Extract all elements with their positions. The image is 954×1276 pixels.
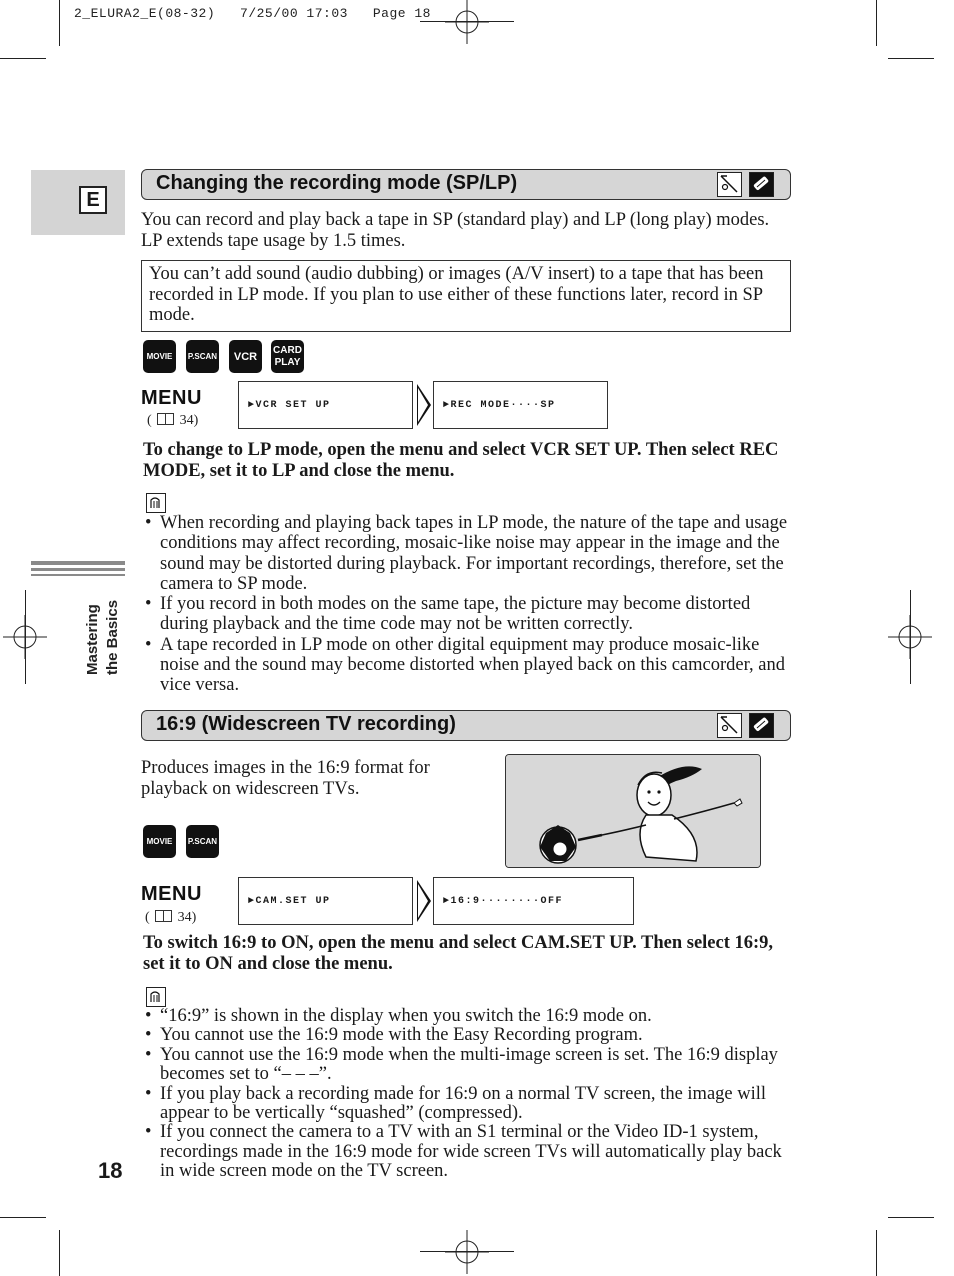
section-title: Changing the recording mode (SP/LP) [156,172,518,194]
registration-mark-icon [888,615,932,659]
section1-instruction: To change to LP mode, open the menu and select VCR SET UP. Then select REC MODE, set it to LP and close the menu. [143,440,779,481]
program-mode-row [143,340,313,374]
print-header: 2_ELURA2_E(08-32) 7/25/00 17:03 Page 18 [74,6,431,21]
crop-mark [0,58,46,59]
section1-notes [143,513,791,696]
language-tab-letter: E [79,186,107,214]
section2-notes [143,1007,791,1182]
arrow-right-icon [417,384,431,426]
menu-label: MENU [141,883,202,905]
crop-mark [888,58,934,59]
mode-badge-card-play: CARD PLAY [271,340,304,373]
note-icon [146,493,166,513]
list-item: • When recording and playing back tapes in LP mode, the nature of the tape and usage conditions may affect recording, mosaic-like noise may appear in the image and the sound may be distorted during playback. For important recordings, therefore, set the camera to SP mode. [143,513,791,594]
list-item: • If you record in both modes on the same tape, the picture may become distorted during playback and the time code may not be written correctly. [143,594,791,635]
sidebar-rule [31,574,125,576]
crop-mark [0,1217,46,1218]
lcd-menu-screen-1: ►CAM.SET UP [238,877,413,925]
sidebar-label-line1: Mastering [84,604,101,675]
registration-mark-icon [445,0,489,44]
tape-icon [717,713,742,738]
remote-icon [749,713,774,738]
crop-mark [876,1230,877,1276]
lcd-menu-screen-1: ►VCR SET UP [238,381,413,429]
page-reference: ( 34) [145,910,197,925]
lcd-menu-screen-2: ►16:9········OFF [433,877,634,925]
list-item: • If you connect the camera to a TV with an S1 terminal or the Video ID-1 system, recordings made in the 16:9 mode for wide screen TVs will automatically play back in wide screen mode on the TV screen. [143,1123,791,1181]
list-item: • “16:9” is shown in the display when you switch the 16:9 mode on. [143,1007,791,1026]
page-number: 18 [98,1158,123,1183]
sidebar-rule [31,568,125,571]
crop-mark [888,1217,934,1218]
section1-intro: You can record and play back a tape in SP (standard play) and LP (long play) modes. LP extends tape usage by 1.5 times. [141,210,770,251]
sidebar-label [84,595,128,685]
mode-badge-vcr: VCR [229,340,262,373]
lcd-menu-screen-2: ►REC MODE····SP [433,381,608,429]
crop-mark [59,0,60,46]
registration-mark-icon [3,615,47,659]
page-reference: ( 34) [147,413,199,428]
tape-icon [717,172,742,197]
page-reference-number: 34 [177,910,192,925]
section2-instruction: To switch 16:9 to ON, open the menu and select CAM.SET UP. Then select 16:9, set it to ON and close the menu. [143,933,774,974]
caution-box: You can’t add sound (audio dubbing) or images (A/V insert) to a tape that has been recorded in LP mode. If you plan to use either of these functions later, record in SP mode. [141,260,791,332]
sidebar-rule [31,561,125,565]
mode-badge-pscan: P.SCAN [186,340,219,373]
language-tab [31,170,125,235]
mode-badge-movie: MOVIE [143,340,176,373]
book-icon [157,413,174,425]
section-header [141,710,791,741]
remote-icon [749,172,774,197]
section-header [141,169,791,200]
crop-mark [876,0,877,46]
arrow-right-icon [417,880,431,922]
book-icon [155,910,172,922]
section2-intro: Produces images in the 16:9 format for playback on widescreen TVs. [141,758,430,799]
registration-mark-icon [445,1230,489,1274]
list-item: • If you play back a recording made for 16:9 on a normal TV screen, the image will appear to be vertically “squashed” (compressed). [143,1085,791,1124]
mode-badge-pscan: P.SCAN [186,825,219,858]
program-mode-row [143,825,223,859]
list-item: • A tape recorded in LP mode on other digital equipment may produce mosaic-like noise and the sound may become distorted when played back on this camcorder, and vice versa. [143,635,791,696]
widescreen-illustration [505,754,761,868]
section-title: 16:9 (Widescreen TV recording) [156,713,456,735]
list-item: • You cannot use the 16:9 mode with the Easy Recording program. [143,1026,791,1045]
menu-label: MENU [141,387,202,409]
page-reference-number: 34 [179,413,194,428]
list-item: • You cannot use the 16:9 mode when the multi-image screen is set. The 16:9 display becomes set to “– – –”. [143,1046,791,1085]
mode-badge-movie: MOVIE [143,825,176,858]
note-icon [146,987,166,1007]
sidebar-label-line2: the Basics [104,599,121,675]
crop-mark [59,1230,60,1276]
